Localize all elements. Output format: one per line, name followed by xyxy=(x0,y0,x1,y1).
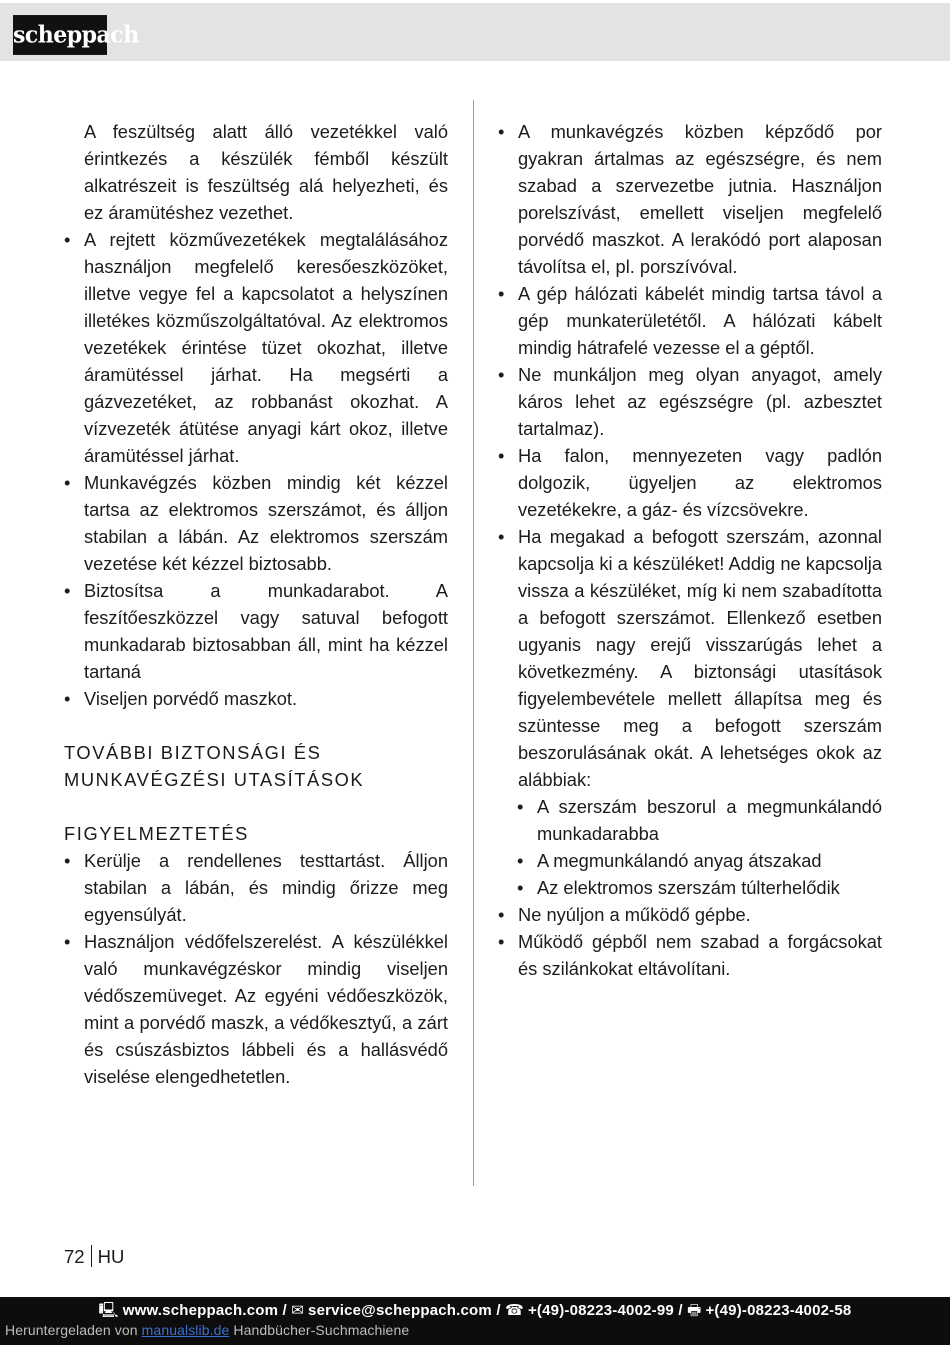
email-link[interactable]: service@scheppach.com / xyxy=(308,1302,501,1319)
page-number-separator xyxy=(91,1245,92,1267)
list-item: • Ne munkáljon meg olyan anyagot, amely káros lehet az egészségre (pl. azbesztet tartalmaz). xyxy=(498,361,882,442)
right-column xyxy=(498,118,882,982)
page-language: HU xyxy=(97,1246,125,1267)
list-item: • Használjon védőfelszerelést. A készülékkel való munkavégzéskor mindig viseljen védőszemüveget. Az egyéni védőeszközök, mint a porvédő maszk, a védőkesztyű, a zárt és csúszásbiztos lábbeli és a hallásvédő viselése elengedhetetlen. xyxy=(64,928,448,1090)
sub-list-item: • Az elektromos szerszám túlterhelődik xyxy=(498,874,882,901)
safety-list-right-bottom xyxy=(498,901,882,982)
sub-list-item: • A szerszám beszorul a megmunkálandó munkadarabba xyxy=(498,793,882,847)
page-number-value: 72 xyxy=(64,1246,85,1267)
list-item: • Működő gépből nem szabad a forgácsokat és szilánkokat eltávolítani. xyxy=(498,928,882,982)
list-item: • Kerülje a rendellenes testtartást. Álljon stabilan a lábán, és mindig őrizze meg egyensúlyát. xyxy=(64,847,448,928)
brand-logo: scheppach xyxy=(13,15,107,55)
download-prefix: Heruntergeladen von xyxy=(5,1322,138,1338)
list-item: • A gép hálózati kábelét mindig tartsa távol a gép munkaterületétől. A hálózati kábelt mindig hátrafelé vezesse el a géptől. xyxy=(498,280,882,361)
phone-number: +(49)-08223-4002-99 / xyxy=(527,1302,683,1319)
website-link[interactable]: www.scheppach.com / xyxy=(122,1302,287,1319)
footer-bar xyxy=(0,1297,950,1345)
page-number xyxy=(64,1245,124,1268)
section-heading-line1: TOVÁBBI BIZTONSÁGI ÉS xyxy=(64,742,322,763)
column-divider xyxy=(473,100,474,1186)
warning-heading: FIGYELMEZTETÉS xyxy=(64,823,249,844)
download-suffix: Handbücher-Suchmachiene xyxy=(233,1322,410,1338)
fax-icon: 🖶 xyxy=(687,1302,702,1319)
list-item: • A rejtett közművezetékek megtalálásához használjon megfelelő keresőeszközöket, illetve vegye fel a kapcsolatot a helyszínen illetékes közműszolgáltatóval. Az elektromos vezetékek érintése tüzet okozhat, illetve áramütéssel járhat. Ha megsérti a gázvezetéket, az robbanást okozhat. A vízvezeték átütése anyagi kárt okoz, illetve áramütéssel járhat. xyxy=(64,226,448,469)
cause-sub-list xyxy=(498,793,882,901)
phone-icon: ☎ xyxy=(505,1302,524,1319)
intro-paragraph: A feszültség alatt álló vezetékkel való érintkezés a készülék fémből készült alkatrészeit is feszültség alá helyezheti, és ez áramütéshez vezethet. xyxy=(84,121,448,223)
section-heading-line2: MUNKAVÉGZÉSI UTASÍTÁSOK xyxy=(64,769,365,790)
sub-list-item: • A megmunkálandó anyag átszakad xyxy=(498,847,882,874)
safety-list xyxy=(64,226,448,712)
fax-number: +(49)-08223-4002-58 xyxy=(705,1302,852,1319)
warning-list xyxy=(64,847,448,1090)
list-item: • Viseljen porvédő maszkot. xyxy=(64,685,448,712)
left-column xyxy=(64,118,448,1090)
list-item: • Ne nyúljon a működő gépbe. xyxy=(498,901,882,928)
list-item: • Ha falon, mennyezeten vagy padlón dolgozik, ügyeljen az elektromos vezetékekre, a gáz- és vízcsövekre. xyxy=(498,442,882,523)
list-item: • Biztosítsa a munkadarabot. A feszítőeszközzel vagy satuval befogott munkadarab biztosabban áll, mint ha kézzel tartaná xyxy=(64,577,448,685)
list-item: • Munkavégzés közben mindig két kézzel tartsa az elektromos szerszámot, és álljon stabilan a lábán. Az elektromos szerszám vezetése két kézzel biztosabb. xyxy=(64,469,448,577)
email-icon: ✉ xyxy=(291,1302,305,1319)
computer-icon: 🖳 xyxy=(98,1302,119,1319)
list-item: • Ha megakad a befogott szerszám, azonnal kapcsolja ki a készüléket! Addig ne kapcsolja vissza a készüléket, míg ki nem szabadította a befogott szerszámot. Ellenkező esetben ugyanis nagy erejű visszarúgás lehet a következmény. A biztonsági utasítások figyelembevétele mellett állapítsa meg és szüntesse meg a befogott szerszám beszorulásának okát. A lehetséges okok az alábbiak: xyxy=(498,523,882,793)
list-item: • A munkavégzés közben képződő por gyakran ártalmas az egészségre, és nem szabad a szervezetbe jutnia. Használjon porelszívást, emellett viseljen megfelelő porvédő maszkot. A lerakódó port alaposan távolítsa el, pl. porszívóval. xyxy=(498,118,882,280)
download-note xyxy=(5,1322,409,1338)
safety-list-right xyxy=(498,118,882,793)
section-heading xyxy=(64,739,448,793)
header-bar xyxy=(0,3,950,61)
manualslib-link[interactable]: manualslib.de xyxy=(141,1322,230,1338)
